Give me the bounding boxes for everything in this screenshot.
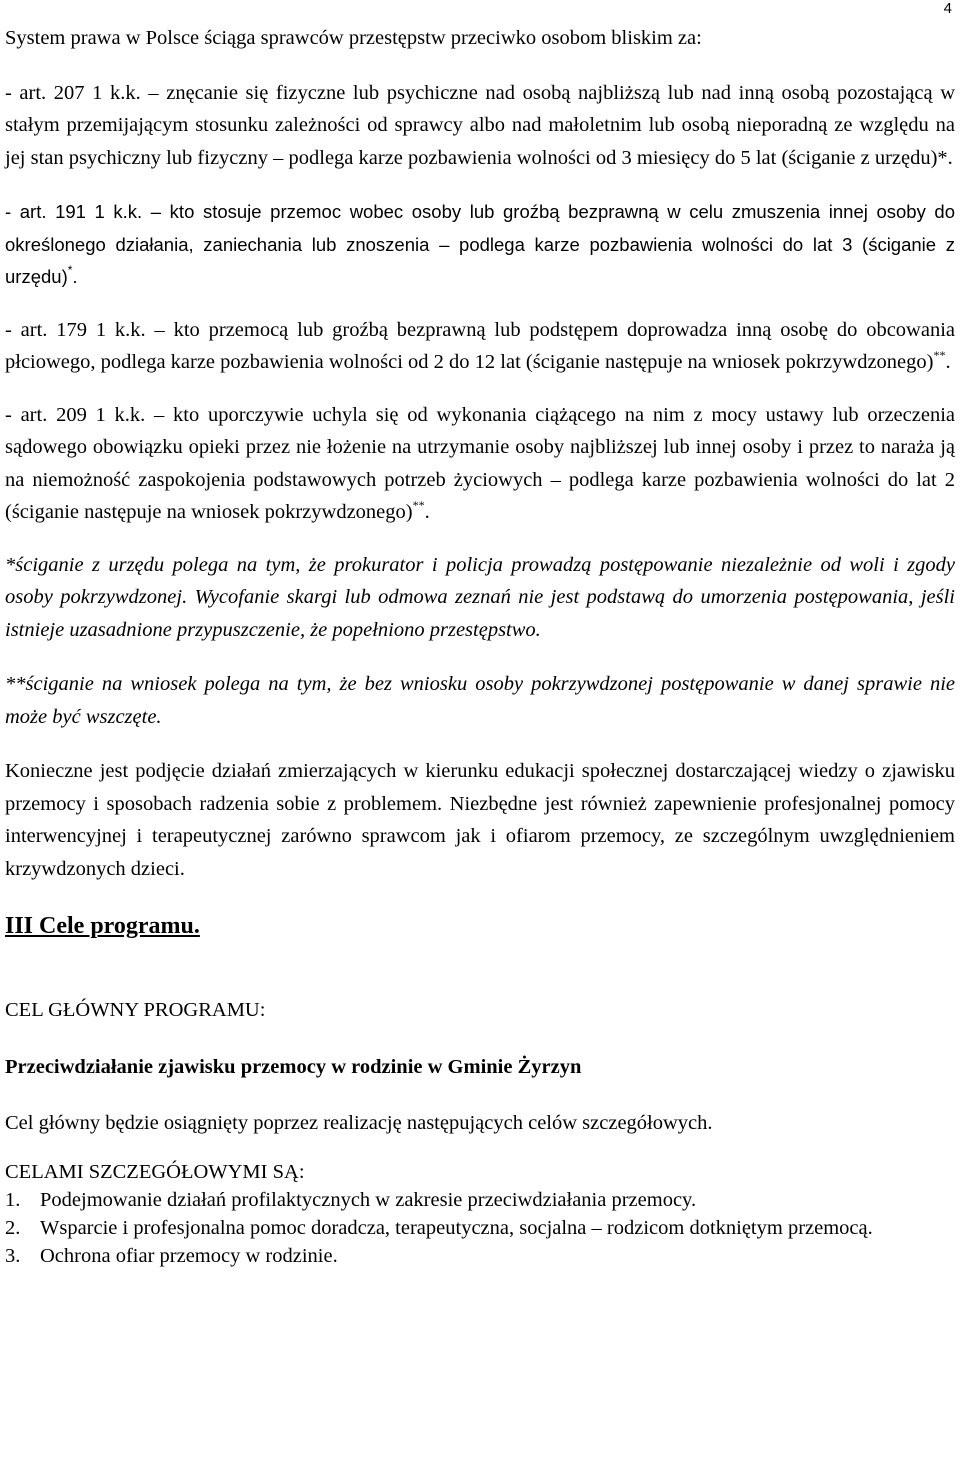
page-number: 4 (943, 0, 952, 17)
list-item (5, 1242, 955, 1270)
list-item-number: 3. (5, 1244, 21, 1267)
footnote-on-request: **ściganie na wniosek polega na tym, że bez wniosku osoby pokrzywdzonej postępowanie w danej sprawie nie może być wszczęte. (5, 673, 955, 728)
article-207-paragraph: - art. 207 1 k.k. – znęcanie się fizyczne lub psychiczne nad osobą najbliższą lub nad inną osobą pozostającą w stałym przemijającym stosunku zależności od sprawcy albo nad małoletnim lub osobą nieporadną ze względu na jej stan psychiczny lub fizyczny – podlega karze pozbawienia wolności od 3 miesięcy do 5 lat (ściganie z urzędu)*. (5, 81, 955, 169)
specific-goals-list (5, 1186, 955, 1270)
specific-goals-heading: CELAMI SZCZEGÓŁOWYMI SĄ: (5, 1160, 305, 1183)
list-item-text: Ochrona ofiar przemocy w rodzinie. (40, 1244, 338, 1267)
footnote-ex-officio: *ściganie z urzędu polega na tym, że prokurator i policja prowadzą postępowanie niezależnie od woli i zgody osoby pokrzywdzonej. Wycofanie skargi lub odmowa zeznań nie jest podstawą do umorzenia postępowania, jeśli istnieje uzasadnione przypuszczenie, że popełniono przestępstwo. (5, 553, 955, 641)
list-item-text: Podejmowanie działań profilaktycznych w zakresie przeciwdziałania przemocy. (40, 1188, 697, 1211)
main-goal-heading: CEL GŁÓWNY PROGRAMU: (5, 999, 266, 1021)
list-item-number: 1. (5, 1188, 21, 1211)
article-209-paragraph: - art. 209 1 k.k. – kto uporczywie uchyla się od wykonania ciążącego na nim z mocy ustawy lub orzeczenia sądowego obowiązku opieki przez nie łożenie na utrzymanie osoby najbliższej lub innej osoby i przez to naraża ją na niemożność zaspokojenia podstawowych potrzeb życiowych – podlega karze pozbawienia wolności do lat 2 (ściganie następuje na wniosek pokrzywdzonego)**. (5, 403, 955, 523)
main-goal: Przeciwdziałanie zjawisku przemocy w rodzinie w Gminie Żyrzyn (5, 1055, 582, 1078)
main-goal-note: Cel główny będzie osiągnięty poprzez realizację następujących celów szczegółowych. (5, 1112, 713, 1134)
article-179-paragraph: - art. 179 1 k.k. – kto przemocą lub groźbą bezprawną lub podstępem doprowadza inną osobę do obcowania płciowego, podlega karze pozbawienia wolności od 2 do 12 lat (ściganie następuje na wniosek pokrzywdzonego)**. (5, 318, 955, 373)
article-191-paragraph: - art. 191 1 k.k. – kto stosuje przemoc wobec osoby lub groźbą bezprawną w celu zmuszenia innej osoby do określonego działania, zaniechania lub znoszenia – podlega karze pozbawienia wolności do lat 3 (ściganie z urzędu)*. (5, 201, 955, 287)
conclusion-paragraph: Konieczne jest podjęcie działań zmierzających w kierunku edukacji społecznej dostarczającej wiedzy o zjawisku przemocy i sposobach radzenia sobie z problemem. Niezbędne jest również zapewnienie profesjonalnej pomocy interwencyjnej i terapeutycznej zarówno sprawcom jak i ofiarom przemocy, ze szczególnym uwzględnieniem krzywdzonych dzieci. (5, 760, 955, 880)
list-item-text: Wsparcie i profesjonalna pomoc doradcza, terapeutyczna, socjalna – rodzicom dotkniętym przemocą. (40, 1216, 873, 1239)
intro-paragraph: System prawa w Polsce ściąga sprawców przestępstw przeciwko osobom bliskim za: (5, 27, 702, 49)
list-item (5, 1186, 955, 1214)
list-item-number: 2. (5, 1216, 21, 1239)
section-title: III Cele programu. (5, 913, 200, 939)
list-item (5, 1214, 955, 1242)
document-body (5, 22, 955, 1270)
footnote-mark: ** (412, 498, 425, 512)
footnote-mark: * (67, 263, 73, 277)
footnote-mark: ** (933, 348, 946, 362)
